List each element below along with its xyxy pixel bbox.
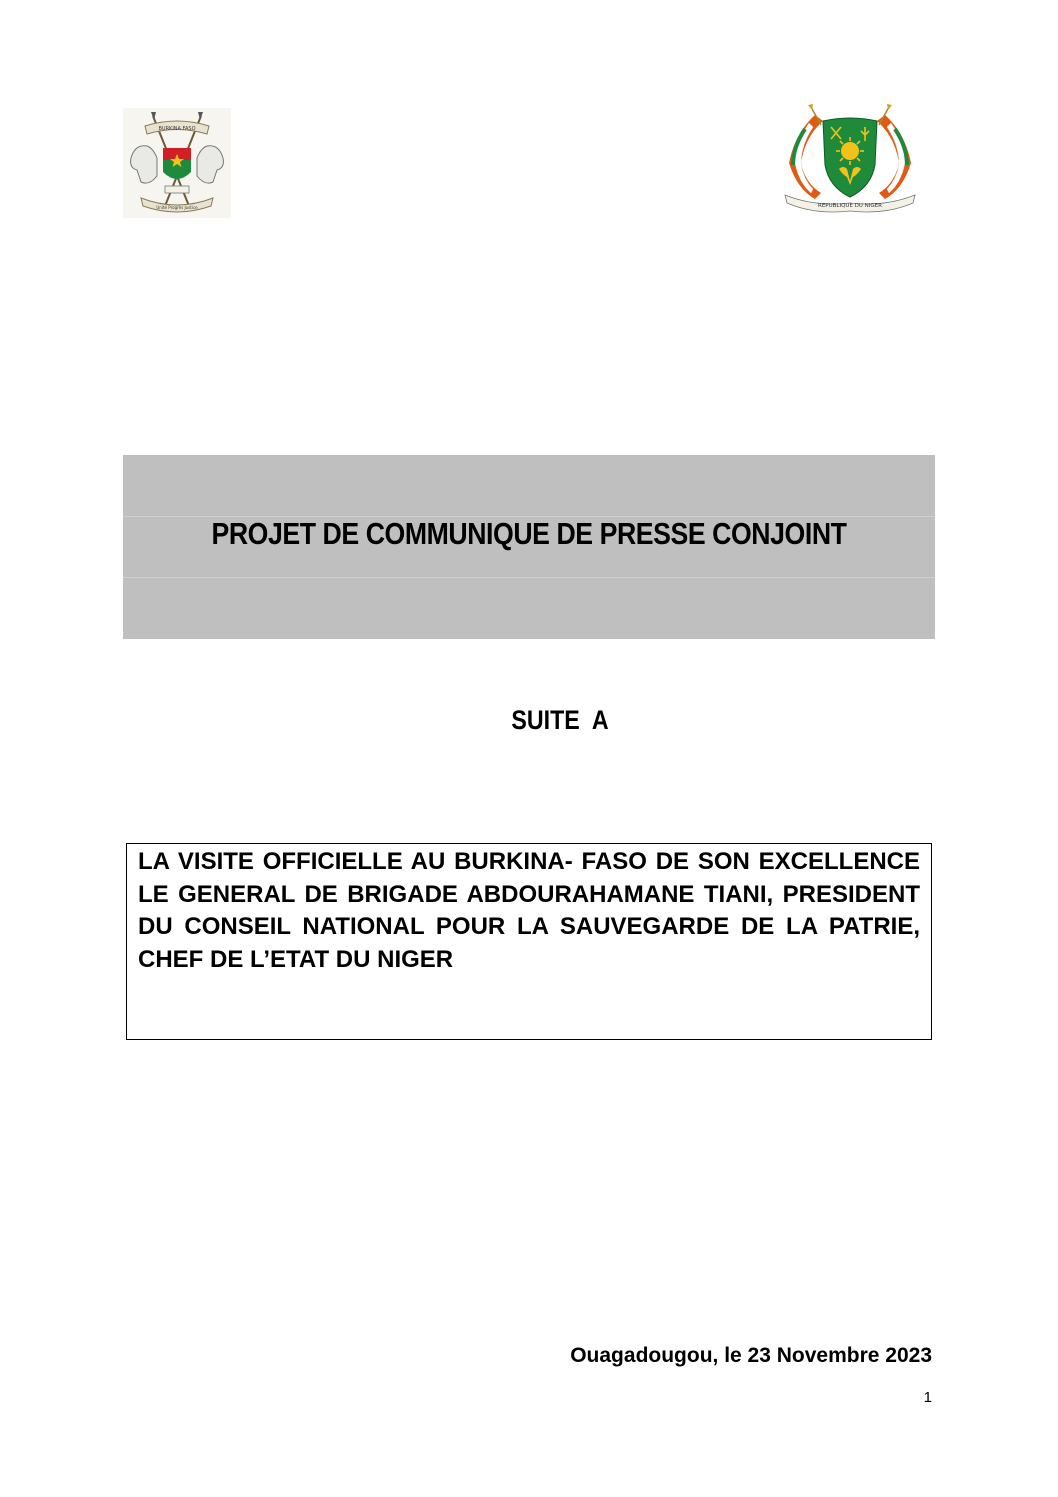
burkina-faso-coat-of-arms <box>123 108 231 218</box>
document-subtitle: SUITE A <box>511 705 609 735</box>
niger-coat-of-arms <box>775 103 925 215</box>
title-band-rule-bottom <box>123 577 935 578</box>
document-title: PROJET DE COMMUNIQUE DE PRESSE CONJOINT <box>211 516 847 551</box>
page-number: 1 <box>923 1389 932 1406</box>
visit-description-text: LA VISITE OFFICIELLE AU BURKINA- FASO DE SON EXCELLENCE LE GENERAL DE BRIGADE ABDOURAHAMANE TIANI, PRESIDENT DU CONSEIL NATIONAL POUR LA SAUVEGARDE DE LA PATRIE, CHEF DE L’ETAT DU NIGER <box>138 848 920 973</box>
niger-scroll-text: REPUBLIQUE DU NIGER <box>818 203 882 209</box>
visit-description-box <box>126 843 932 1040</box>
place-date: Ouagadougou, le 23 Novembre 2023 <box>570 1344 932 1367</box>
svg-text:Unité Progrès Justice: Unité Progrès Justice <box>156 205 198 210</box>
svg-text:BURKINA FASO: BURKINA FASO <box>158 126 196 132</box>
